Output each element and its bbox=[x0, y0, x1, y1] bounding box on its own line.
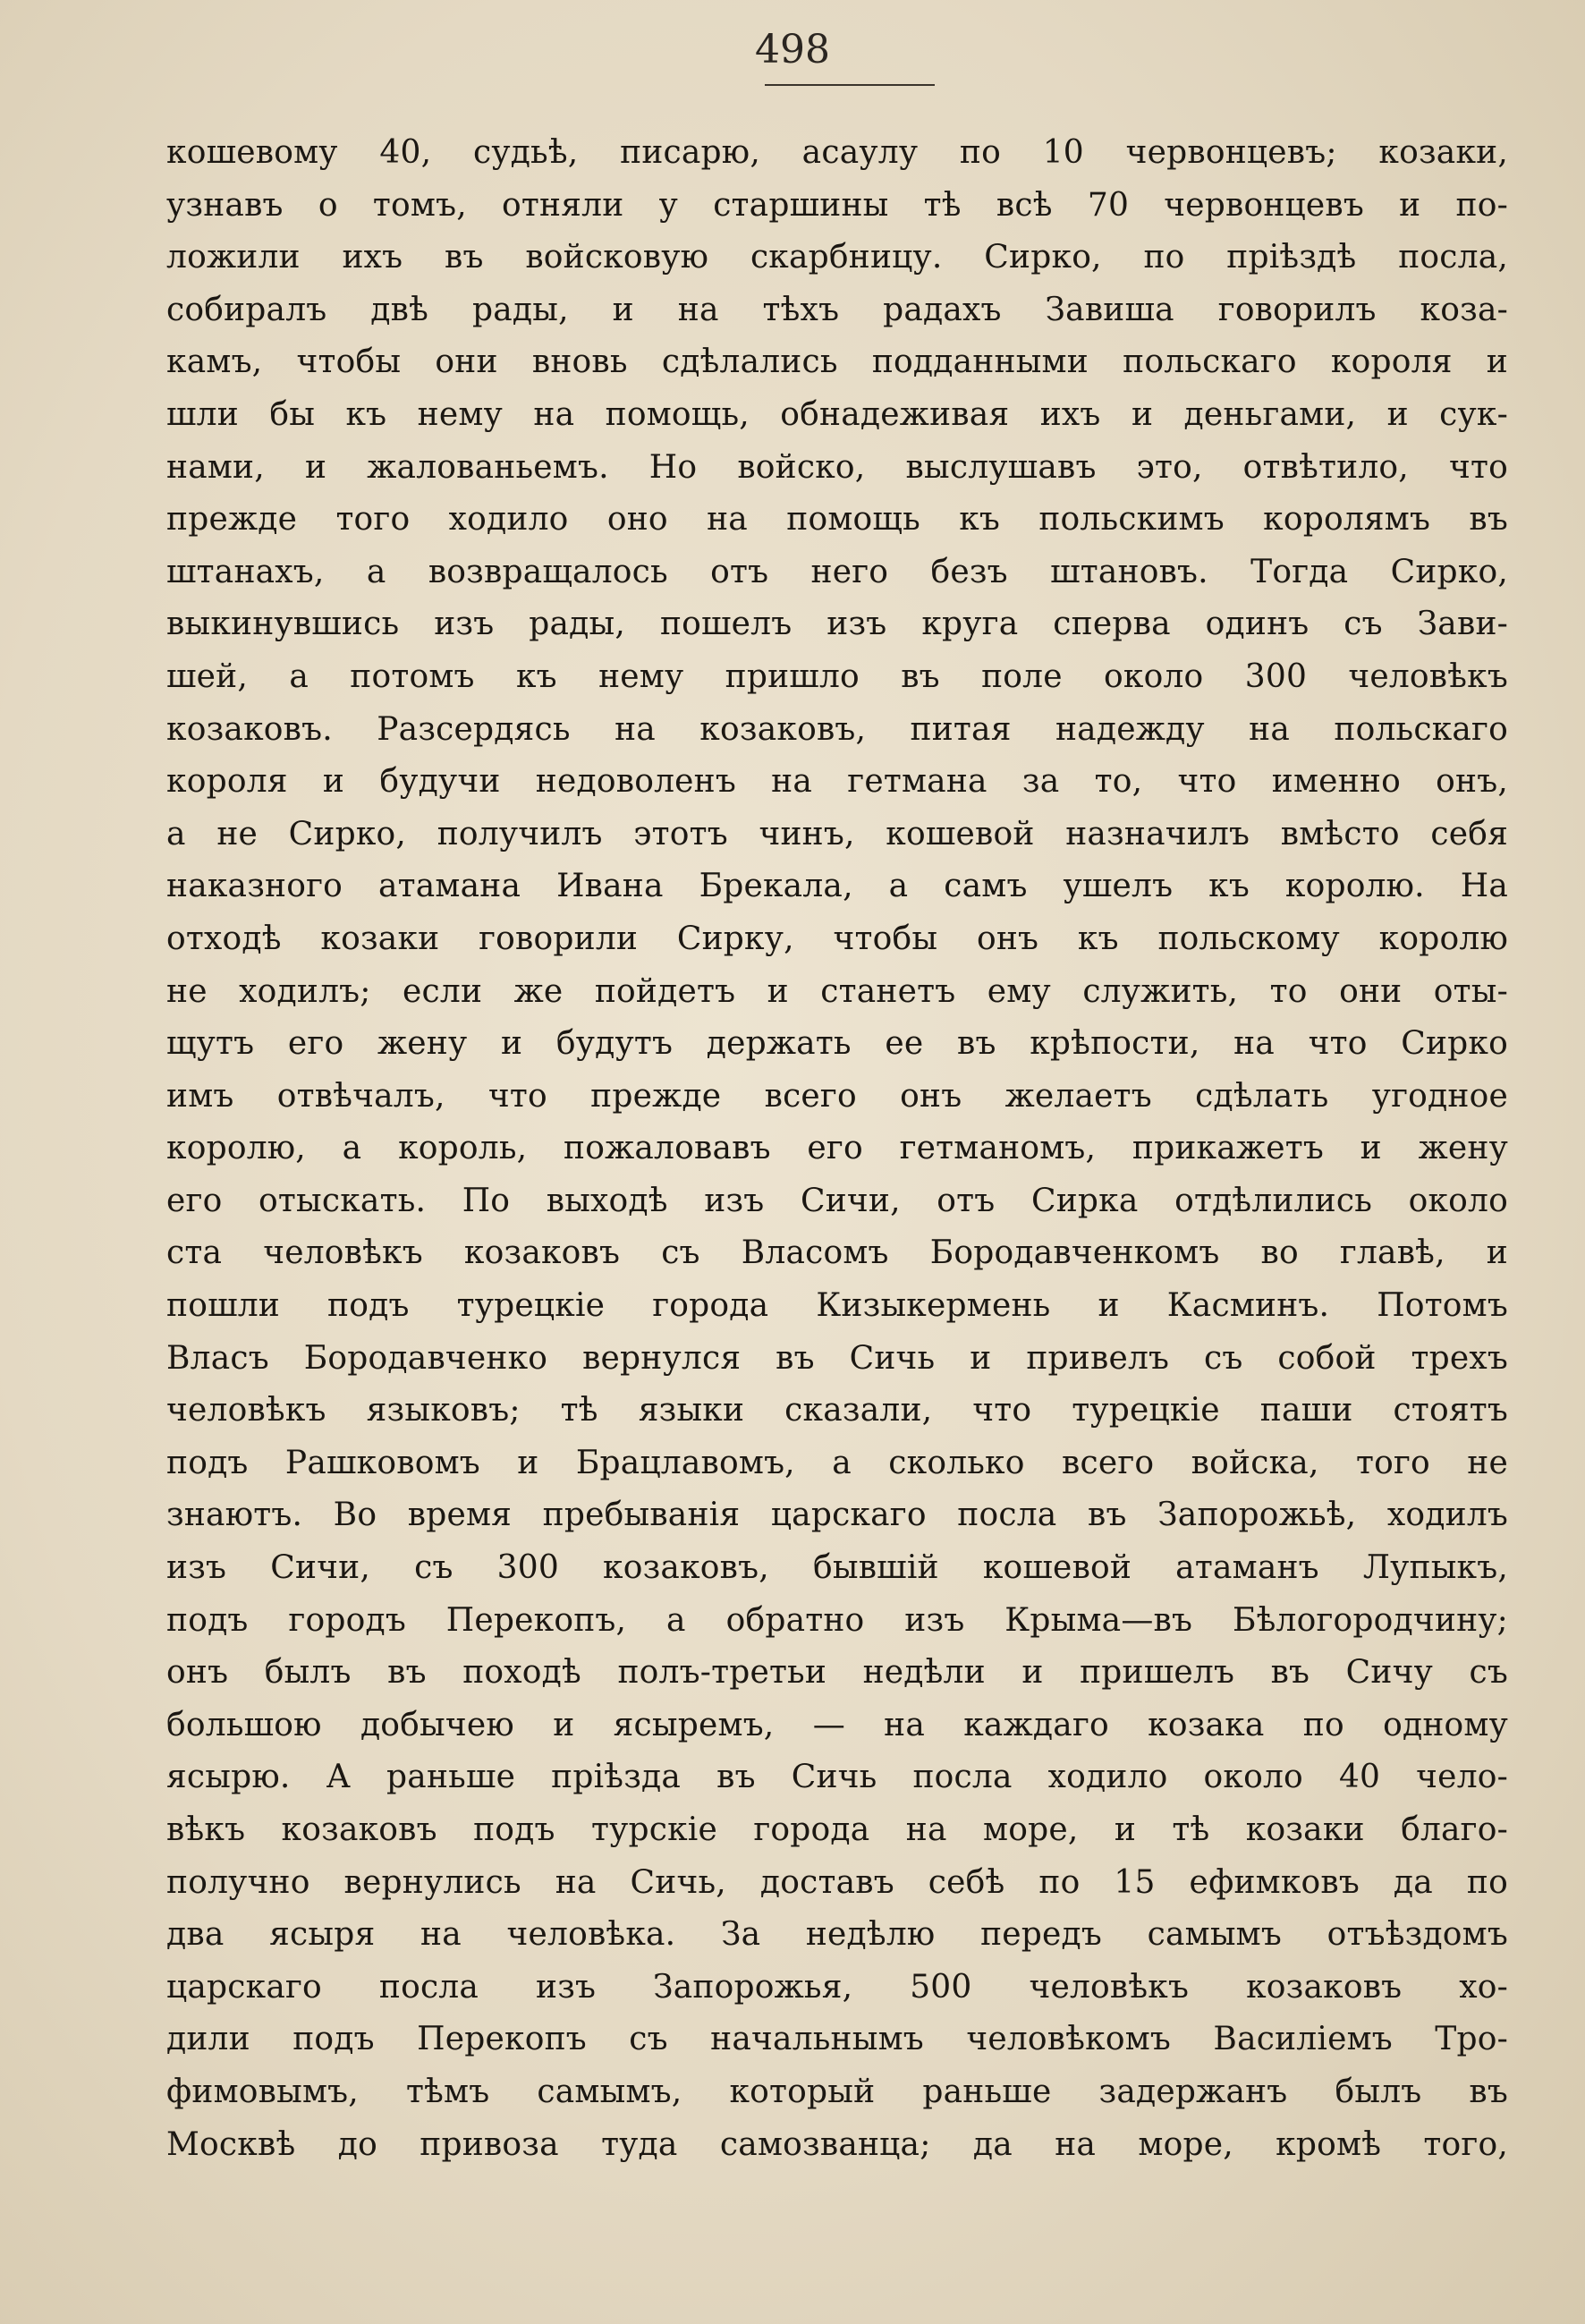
text-line: козаковъ. Разсердясь на козаковъ, питая надежду на польскаго bbox=[166, 710, 1508, 748]
text-line: имъ отвѣчалъ, что прежде всего онъ желаетъ сдѣлать угодное bbox=[166, 1077, 1508, 1115]
text-line: прежде того ходило оно на помощь къ польскимъ королямъ въ bbox=[166, 501, 1508, 539]
text-line: большою добычею и ясыремъ, — на каждаго козака по одному bbox=[166, 1706, 1508, 1743]
text-line: узнавъ о томъ, отняли у старшины тѣ всѣ 70 червонцевъ и по- bbox=[166, 186, 1508, 224]
text-line: ясырю. А раньше пріѣзда въ Сичь посла ходило около 40 чело- bbox=[166, 1759, 1508, 1796]
text-line: Москвѣ до привоза туда самозванца; да на море, кромѣ того, bbox=[166, 2125, 1508, 2163]
text-line: знаютъ. Во время пребыванія царскаго посла въ Запорожьѣ, ходилъ bbox=[166, 1497, 1508, 1534]
text-line: царскаго посла изъ Запорожья, 500 человѣкъ козаковъ хо- bbox=[166, 1968, 1508, 2006]
text-line: ложили ихъ въ войсковую скарбницу. Сирко, по пріѣздѣ посла, bbox=[166, 239, 1508, 276]
text-line: изъ Сичи, съ 300 козаковъ, бывшій кошевой атаманъ Лупыкъ, bbox=[166, 1549, 1508, 1587]
text-line: а не Сирко, получилъ этотъ чинъ, кошевой назначилъ вмѣсто себя bbox=[166, 815, 1508, 852]
text-line: отходѣ козаки говорили Сирку, чтобы онъ къ польскому королю bbox=[166, 920, 1508, 957]
text-line: щутъ его жену и будутъ держать ее въ крѣпости, на что Сирко bbox=[166, 1025, 1508, 1063]
body-text bbox=[166, 127, 1508, 2171]
text-line: выкинувшись изъ рады, пошелъ изъ круга сперва одинъ съ Зави- bbox=[166, 606, 1508, 643]
text-line: подъ Рашковомъ и Брацлавомъ, а сколько всего войска, того не bbox=[166, 1444, 1508, 1481]
text-line: короля и будучи недоволенъ на гетмана за то, что именно онъ, bbox=[166, 763, 1508, 801]
text-line: вѣкъ козаковъ подъ турскіе города на море, и тѣ козаки благо- bbox=[166, 1811, 1508, 1848]
text-line: Власъ Бородавченко вернулся въ Сичь и привелъ съ собой трехъ bbox=[166, 1339, 1508, 1377]
text-line: его отыскать. По выходѣ изъ Сичи, отъ Сирка отдѣлились около bbox=[166, 1182, 1508, 1219]
text-line: собиралъ двѣ рады, и на тѣхъ радахъ Завиша говорилъ коза- bbox=[166, 291, 1508, 328]
page-number: 498 bbox=[755, 27, 830, 72]
text-line: нами, и жалованьемъ. Но войско, выслушавъ это, отвѣтило, что bbox=[166, 448, 1508, 486]
text-line: штанахъ, а возвращалось отъ него безъ штановъ. Тогда Сирко, bbox=[166, 553, 1508, 590]
text-line: наказного атамана Ивана Брекала, а самъ ушелъ къ королю. На bbox=[166, 868, 1508, 905]
text-line: человѣкъ языковъ; тѣ языки сказали, что турецкіе паши стоятъ bbox=[166, 1392, 1508, 1429]
text-line: получно вернулись на Сичь, доставъ себѣ по 15 ефимковъ да по bbox=[166, 1863, 1508, 1901]
text-line: ста человѣкъ козаковъ съ Власомъ Бородавченкомъ во главѣ, и bbox=[166, 1234, 1508, 1272]
text-line: дили подъ Перекопъ съ начальнымъ человѣкомъ Василіемъ Тро- bbox=[166, 2021, 1508, 2058]
text-line: онъ былъ въ походѣ полъ-третьи недѣли и пришелъ въ Сичу съ bbox=[166, 1654, 1508, 1692]
text-line: шей, а потомъ къ нему пришло въ поле около 300 человѣкъ bbox=[166, 657, 1508, 695]
text-line: не ходилъ; если же пойдетъ и станетъ ему служить, то они оты- bbox=[166, 972, 1508, 1010]
text-line: пошли подъ турецкіе города Кизыкермень и Касминъ. Потомъ bbox=[166, 1287, 1508, 1325]
text-line: подъ городъ Перекопъ, а обратно изъ Крыма—въ Бѣлогородчину; bbox=[166, 1601, 1508, 1639]
text-line: фимовымъ, тѣмъ самымъ, который раньше задержанъ былъ въ bbox=[166, 2073, 1508, 2110]
text-line: королю, а король, пожаловавъ его гетманомъ, прикажетъ и жену bbox=[166, 1130, 1508, 1167]
text-line: камъ, чтобы они вновь сдѣлались подданными польскаго короля и bbox=[166, 344, 1508, 381]
text-line: два ясыря на человѣка. За недѣлю передъ самымъ отъѣздомъ bbox=[166, 1916, 1508, 1954]
header-rule bbox=[765, 84, 935, 86]
text-line: шли бы къ нему на помощь, обнадеживая ихъ и деньгами, и сук- bbox=[166, 395, 1508, 433]
text-line: кошевому 40, судьѣ, писарю, асаулу по 10 червонцевъ; козаки, bbox=[166, 134, 1508, 171]
